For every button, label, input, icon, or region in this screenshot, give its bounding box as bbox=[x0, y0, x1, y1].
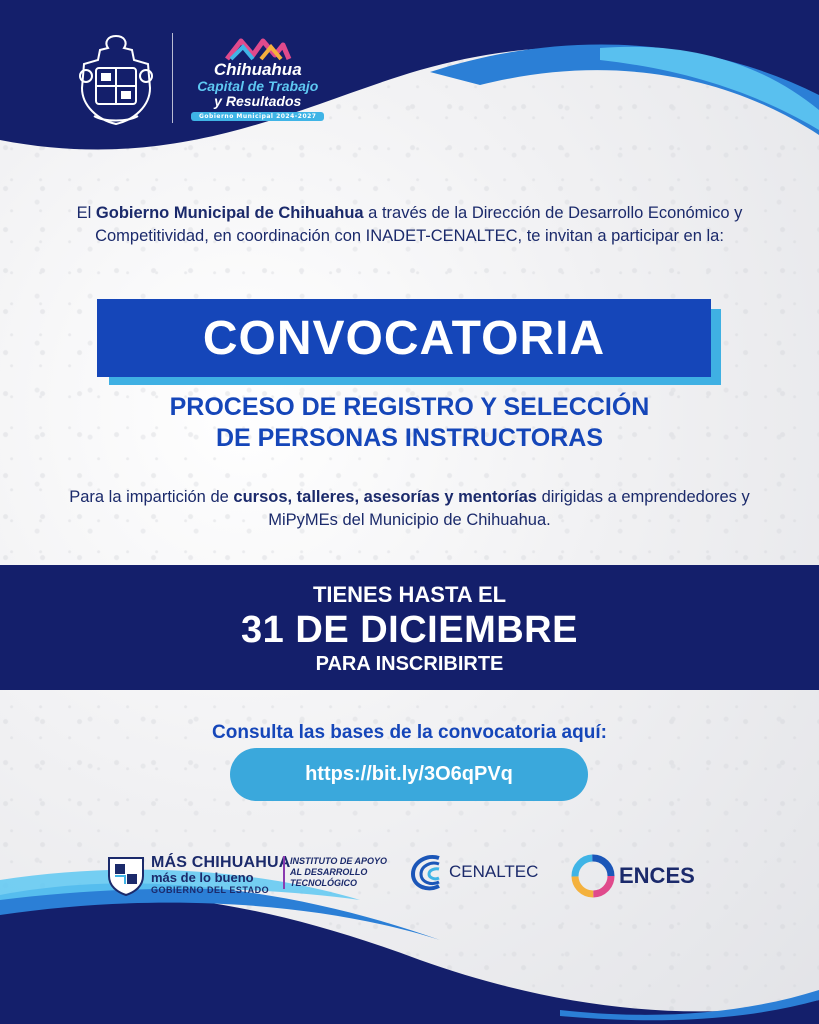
deadline-band bbox=[0, 565, 819, 690]
deadline-line-3: PARA INSCRIBIRTE bbox=[315, 653, 504, 675]
brand-line-3: y Resultados bbox=[214, 93, 302, 109]
intro-part-1: El bbox=[76, 204, 96, 222]
instituto-logo bbox=[283, 856, 387, 889]
intro-text bbox=[60, 202, 759, 248]
footer-logos bbox=[107, 848, 727, 908]
inst-line-3: TECNOLÓGICO bbox=[290, 878, 357, 888]
title-banner bbox=[97, 299, 721, 385]
description-bold: cursos, talleres, asesorías y mentorías bbox=[233, 488, 537, 506]
cenaltec-text: CENALTEC bbox=[449, 862, 539, 881]
state-shield-icon bbox=[107, 854, 145, 896]
brand-line-2: Capital de Trabajo bbox=[197, 78, 319, 94]
subtitle bbox=[60, 392, 759, 454]
header-logos bbox=[74, 28, 324, 128]
inst-line-2: AL DESARROLLO bbox=[290, 867, 368, 877]
mas-line-1: MÁS CHIHUAHUA bbox=[151, 853, 291, 871]
ences-text: ENCES bbox=[619, 863, 695, 888]
header-divider bbox=[172, 33, 173, 123]
page-title: CONVOCATORIA bbox=[97, 299, 711, 377]
intro-org: Gobierno Municipal de Chihuahua bbox=[95, 204, 364, 222]
convocatoria-link[interactable]: https://bit.ly/3O6qPVq bbox=[230, 748, 588, 801]
subtitle-line-1: PROCESO DE REGISTRO Y SELECCIÓN bbox=[169, 393, 650, 421]
brand-line-1: Chihuahua bbox=[213, 60, 302, 79]
mas-line-2: más de lo bueno bbox=[151, 869, 254, 885]
cenaltec-logo bbox=[409, 852, 538, 892]
ences-logo bbox=[571, 848, 695, 904]
mountains-icon bbox=[223, 35, 293, 61]
municipal-seal-icon bbox=[74, 28, 158, 128]
brand-tag: Gobierno Municipal 2024-2027 bbox=[191, 112, 324, 121]
cenaltec-icon bbox=[409, 852, 445, 892]
description-part-1: Para la impartición de bbox=[69, 488, 234, 506]
consulta-label: Consulta las bases de la convocatoria aquí: bbox=[212, 722, 607, 743]
description bbox=[60, 486, 759, 532]
intro-part-2: a través de la Dirección de Desarrollo Económico y Competitividad, en coordinación con INADET-CENALTEC, te invitan a participar en la: bbox=[95, 204, 743, 245]
deadline-line-1: TIENES HASTA EL bbox=[312, 582, 507, 607]
brand-logo bbox=[191, 35, 324, 121]
subtitle-line-2: DE PERSONAS INSTRUCTORAS bbox=[215, 424, 604, 452]
mas-chihuahua-logo bbox=[107, 854, 290, 896]
ences-icon bbox=[571, 848, 615, 904]
description-part-2: dirigidas a emprendedores y MiPyMEs del Municipio de Chihuahua. bbox=[268, 488, 750, 529]
inst-line-1: INSTITUTO DE APOYO bbox=[290, 856, 388, 866]
mas-line-3: GOBIERNO DEL ESTADO bbox=[151, 884, 270, 895]
deadline-date: 31 DE DICIEMBRE bbox=[241, 609, 578, 651]
